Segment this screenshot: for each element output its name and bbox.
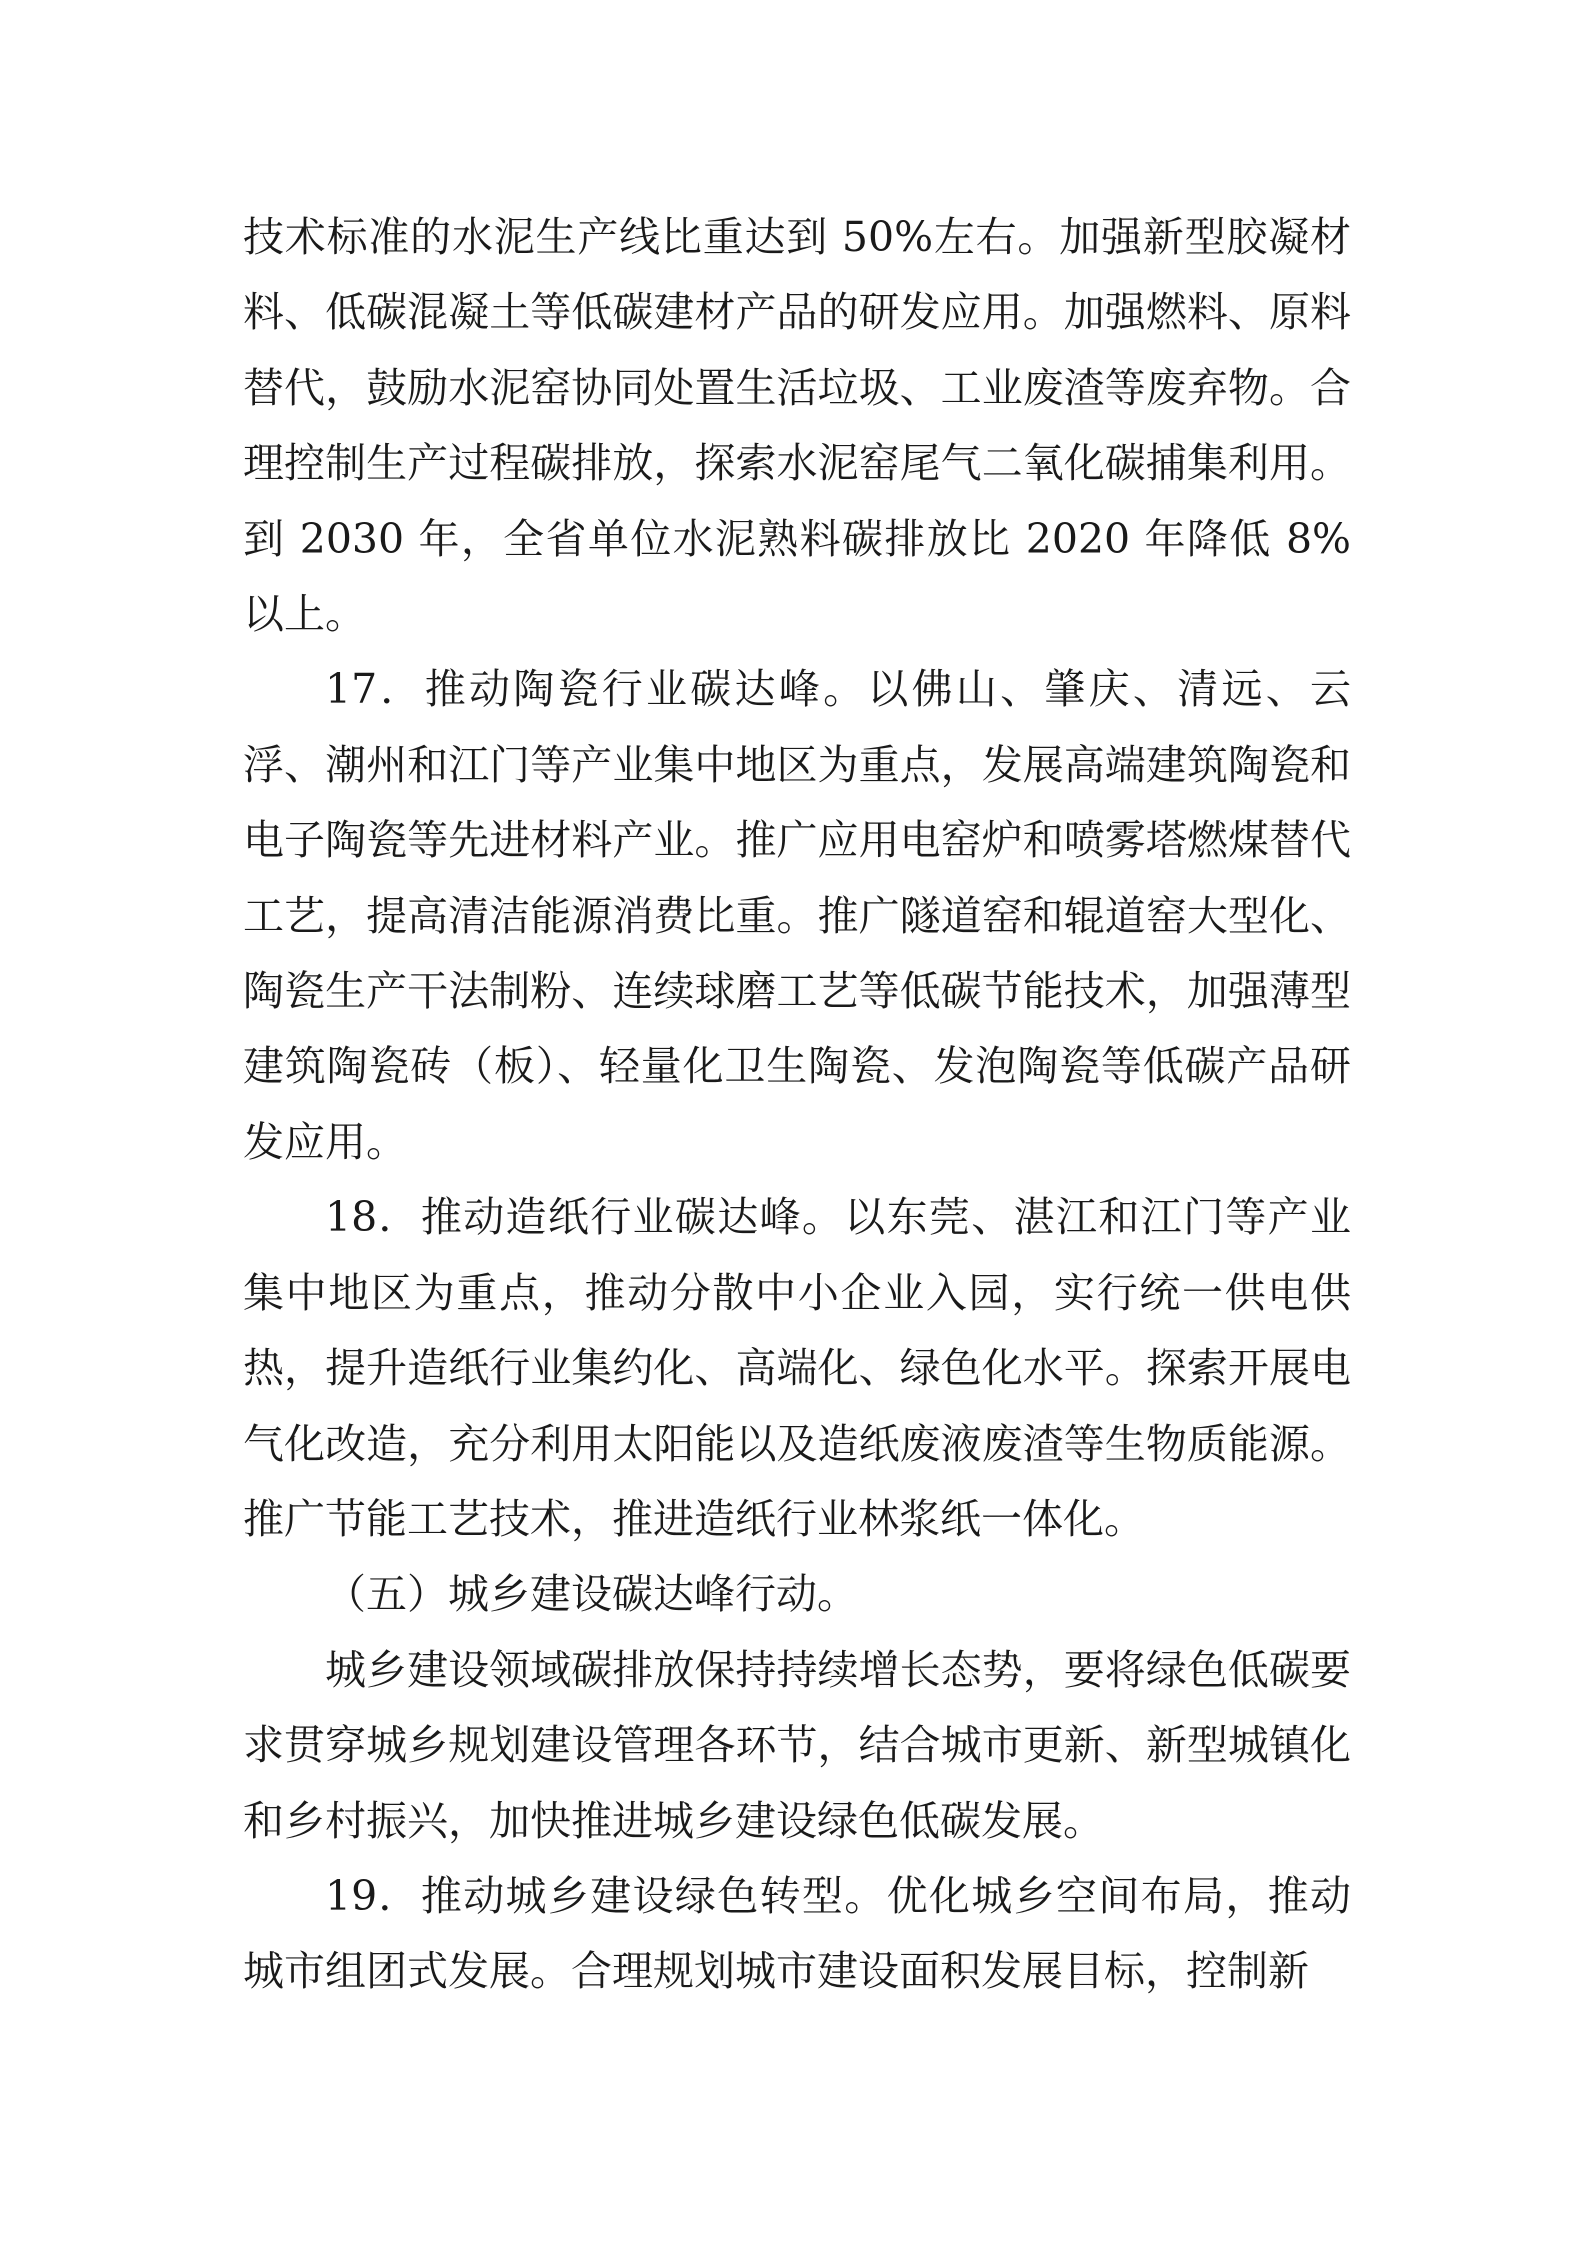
- body-text: [243, 200, 1351, 2010]
- paragraph-urban-rural-intro: 城乡建设领域碳排放保持持续增长态势，要将绿色低碳要求贯穿城乡规划建设管理各环节，结合城市更新、新型城镇化和乡村振兴，加快推进城乡建设绿色低碳发展。: [243, 1645, 1351, 1845]
- paragraph-18-paper: 18．推动造纸行业碳达峰。以东莞、湛江和江门等产业集中地区为重点，推动分散中小企业入园，实行统一供电供热，提升造纸行业集约化、高端化、绿色化水平。探索开展电气化改造，充分利用太阳能以及造纸废液废渣等生物质能源。推广节能工艺技术，推进造纸行业林浆纸一体化。: [243, 1193, 1351, 1543]
- paragraph-cement-continued: 技术标准的水泥生产线比重达到 50%左右。加强新型胶凝材料、低碳混凝土等低碳建材产品的研发应用。加强燃料、原料替代，鼓励水泥窑协同处置生活垃圾、工业废渣等废弃物。合理控制生产过程碳排放，探索水泥窑尾气二氧化碳捕集利用。到 2030 年，全省单位水泥熟料碳排放比 2020 年降低 8%以上。: [243, 213, 1351, 639]
- paragraph-17-ceramics: 17．推动陶瓷行业碳达峰。以佛山、肇庆、清远、云浮、潮州和江门等产业集中地区为重点，发展高端建筑陶瓷和电子陶瓷等先进材料产业。推广应用电窑炉和喷雾塔燃煤替代工艺，提高清洁能源消费比重。推广隧道窑和辊道窑大型化、陶瓷生产干法制粉、连续球磨工艺等低碳节能技术，加强薄型建筑陶瓷砖（板）、轻量化卫生陶瓷、发泡陶瓷等低碳产品研发应用。: [243, 665, 1351, 1166]
- paragraph-19-green-transition: 19．推动城乡建设绿色转型。优化城乡空间布局，推动城市组团式发展。合理规划城市建设面积发展目标，控制新: [243, 1871, 1351, 1996]
- section-heading-urban-rural: （五）城乡建设碳达峰行动。: [325, 1570, 858, 1619]
